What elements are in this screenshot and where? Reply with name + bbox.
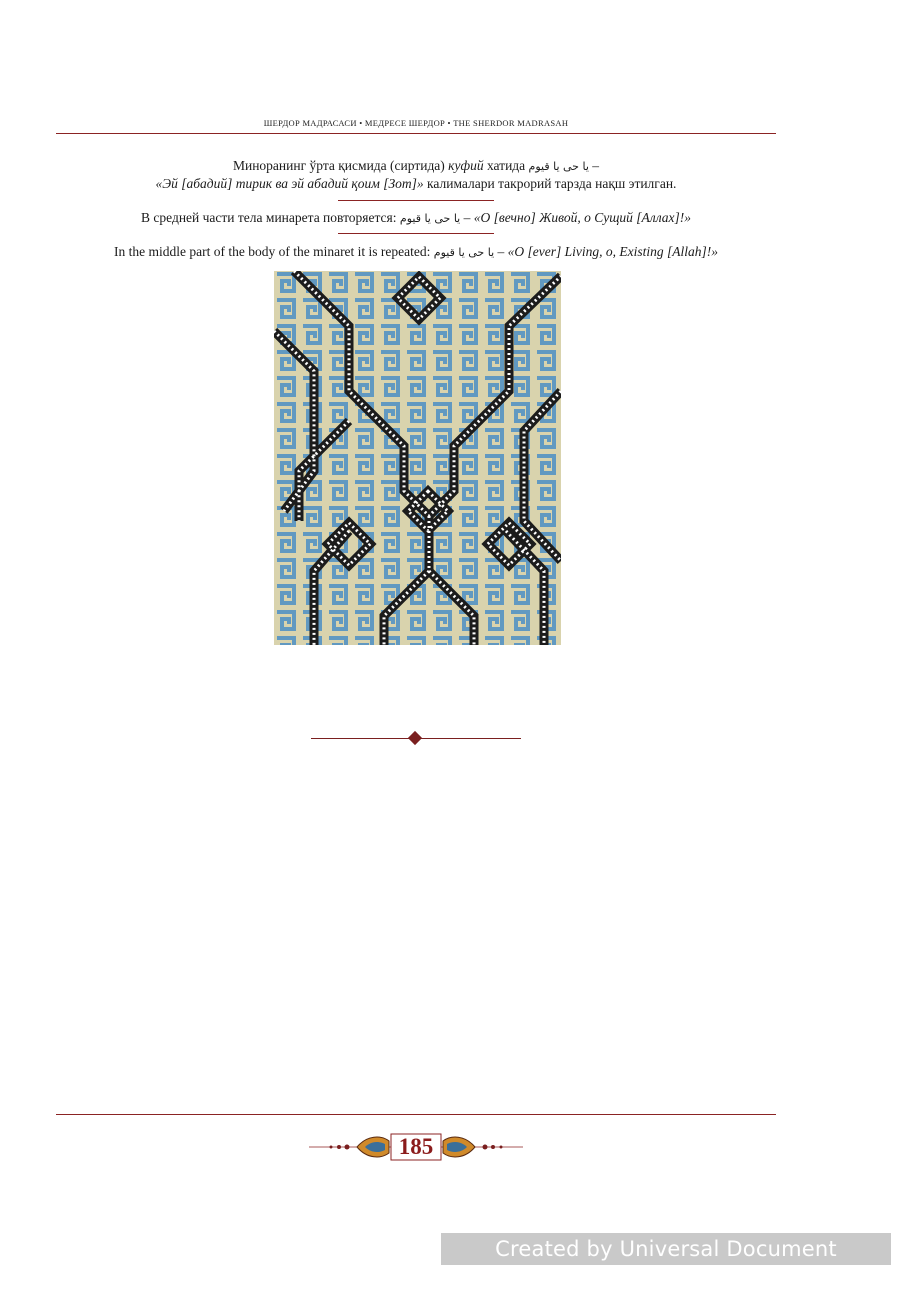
ornament-diamond-icon (408, 731, 422, 745)
en-arabic-phrase: يا حى يا قيوم (433, 246, 495, 259)
converter-watermark: Created by Universal Document Converter (441, 1233, 891, 1265)
uz-kufic-word: куфий (448, 158, 484, 173)
english-caption (56, 243, 776, 261)
uz-dash: – (588, 158, 600, 173)
ru-text: В средней части тела минарета повторяется: (141, 210, 400, 225)
tile-pattern-image (274, 271, 561, 645)
ru-translation: «О [вечно] Живой, о Сущий [Аллах]!» (473, 210, 691, 225)
separator-2 (338, 233, 494, 234)
uz-text-2: хатида (483, 158, 529, 173)
en-text: In the middle part of the body of the minaret it is repeated: (114, 244, 434, 259)
en-dash: – (494, 244, 508, 259)
en-translation: «O [ever] Living, o, Existing [Allah]!» (507, 244, 718, 259)
ru-dash: – (460, 210, 474, 225)
footer-rule (56, 1114, 776, 1115)
uz-text-3: калималари такрорий тарзда нақш этилган. (423, 176, 677, 191)
page-number: 185 (398, 1134, 434, 1159)
uz-text-1: Миноранинг ўрта қисмида (сиртида) (232, 158, 449, 173)
uzbek-caption (56, 157, 776, 192)
minaret-tile-photo (274, 271, 561, 645)
uz-translation: «Эй [абадий] тирик ва эй абадий қоим [Зот]» (155, 176, 424, 191)
ru-arabic-phrase: يا حى يا قيوم (399, 212, 461, 225)
header-rule (56, 133, 776, 134)
running-header: ШЕРДОР МАДРАСАСИ • МЕДРЕСЕ ШЕРДОР • THE SHERDOR MADRASAH (263, 118, 569, 128)
russian-caption (56, 209, 776, 227)
separator-1 (338, 200, 494, 201)
uz-arabic-phrase: يا حى يا قيوم (528, 160, 589, 173)
